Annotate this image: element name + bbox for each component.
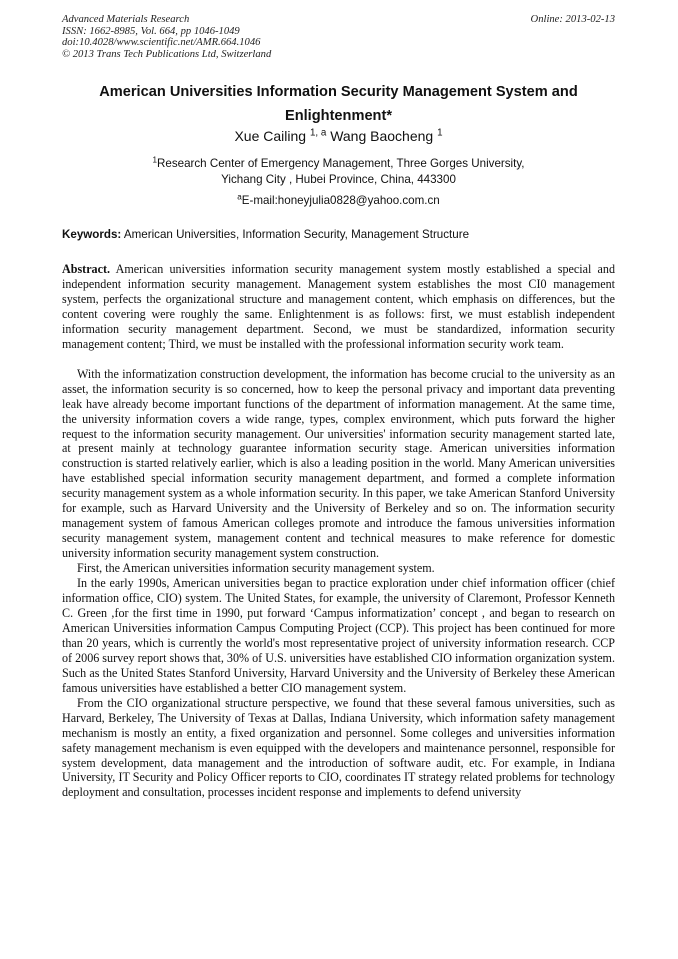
affiliation-superscript: 1 [152,155,157,165]
paper-body [62,262,615,800]
author-name: Wang Baocheng [330,128,434,144]
doi-line: doi:10.4028/www.scientific.net/AMR.664.1046 [62,37,261,49]
abstract-text: American universities information security management system mostly established a special and independent information security management. Management system establishes the most CI0 management system, perfects the organizational structure and management content, which emphasis on differences, but the content covering were roughly the same. Enlightenment is as follows: first, we must establish independent information security management department. Second, we must be standardized, information security management content; Third, we must be installed with the professional information security work team. [62,262,616,351]
journal-name: Advanced Materials Research [62,14,190,25]
running-header [62,14,615,60]
keywords [62,227,615,242]
paper-title: American Universities Information Security Management System and Enlightenment* [99,84,578,124]
author-superscript: 1 [437,127,443,139]
author-superscript: 1, a [309,127,327,139]
keywords-label: Keywords: [62,228,122,241]
section-heading: First, the American universities information security management system. [77,561,435,576]
author-line [62,127,615,145]
email-superscript: a [237,192,242,202]
author-name: Xue Cailing [234,128,307,144]
affiliation-line: Research Center of Emergency Management, Three Gorges University, [157,157,525,170]
abstract-label: Abstract. [62,262,111,276]
online-date: Online: 2013-02-13 [530,14,615,25]
affiliation-line: Yichang City , Hubei Province, China, 443300 [221,172,456,186]
body-paragraph: In the early 1990s, American universities began to practice exploration under chief information officer (chief information office, CIO) system. The United States, for example, the university of Claremont, Professor Kenneth C. Green ,for the first time in 1990, put forward ‘Campus informatization’ concept , and began to research on American Universities information Campus Computing Project (CCP). This project has been continued for more than 20 years, which is currently the world's most representative project of university information research. CCP of 2006 survey report shows that, 30% of U.S. universities have established CIO information organization system. Such as the United States Stanford University, Harvard University and the University of Berkeley these American famous universities have established a better CIO management system. [62,576,615,695]
issn-line: ISSN: 1662-8985, Vol. 664, pp 1046-1049 [62,25,240,37]
body-paragraph: From the CIO organizational structure perspective, we found that these several famous universities, such as Harvard, Berkeley, The University of Texas at Dallas, Indiana University, which information safety management mechanism is mostly an entity, a fixed organization and personnel. Some colleges and universities information safety management mechanism is even equipped with the developers and maintenance personnel, responsible for system development, data management and the introduction of software audit, etc. For example, in Indiana University, IT Security and Policy Officer reports to CIO, coordinates IT strategy related problems for technology deployment and consultation, processes incident response and implements to defend university [62,695,615,800]
copyright-line: © 2013 Trans Tech Publications Ltd, Switzerland [62,48,272,60]
keywords-text: American Universities, Information Security, Management Structure [123,228,470,241]
affiliation [62,156,615,187]
abstract [62,262,615,352]
email-line [62,193,615,208]
body-paragraph: With the informatization construction development, the information has become crucial to the university as an asset, the information security is so concerned, how to keep the personal privacy and important data preventing leak have already become important functions of the department of information management. At the same time, the university information covers a wide range, types, complex environment, which puts forward the higher request to the information security management. Our universities' information security management started late, at present mainly at technology guarantee information security stage. American universities information construction is started relatively earlier, which is also a leading position in the world. Many American universities have established special information security management department, and formed a complete information security management system as a whole information security. In this paper, we take American Stanford University for example, such as Harvard University and the University of Berkeley and so on. The information security management system of famous American colleges promote and introduce the famous universities information security management system, management content and technical measures to make reference for domestic university information security management system construction. [62,366,615,561]
email-address: E-mail:honeyjulia0828@yahoo.com.cn [241,194,440,207]
